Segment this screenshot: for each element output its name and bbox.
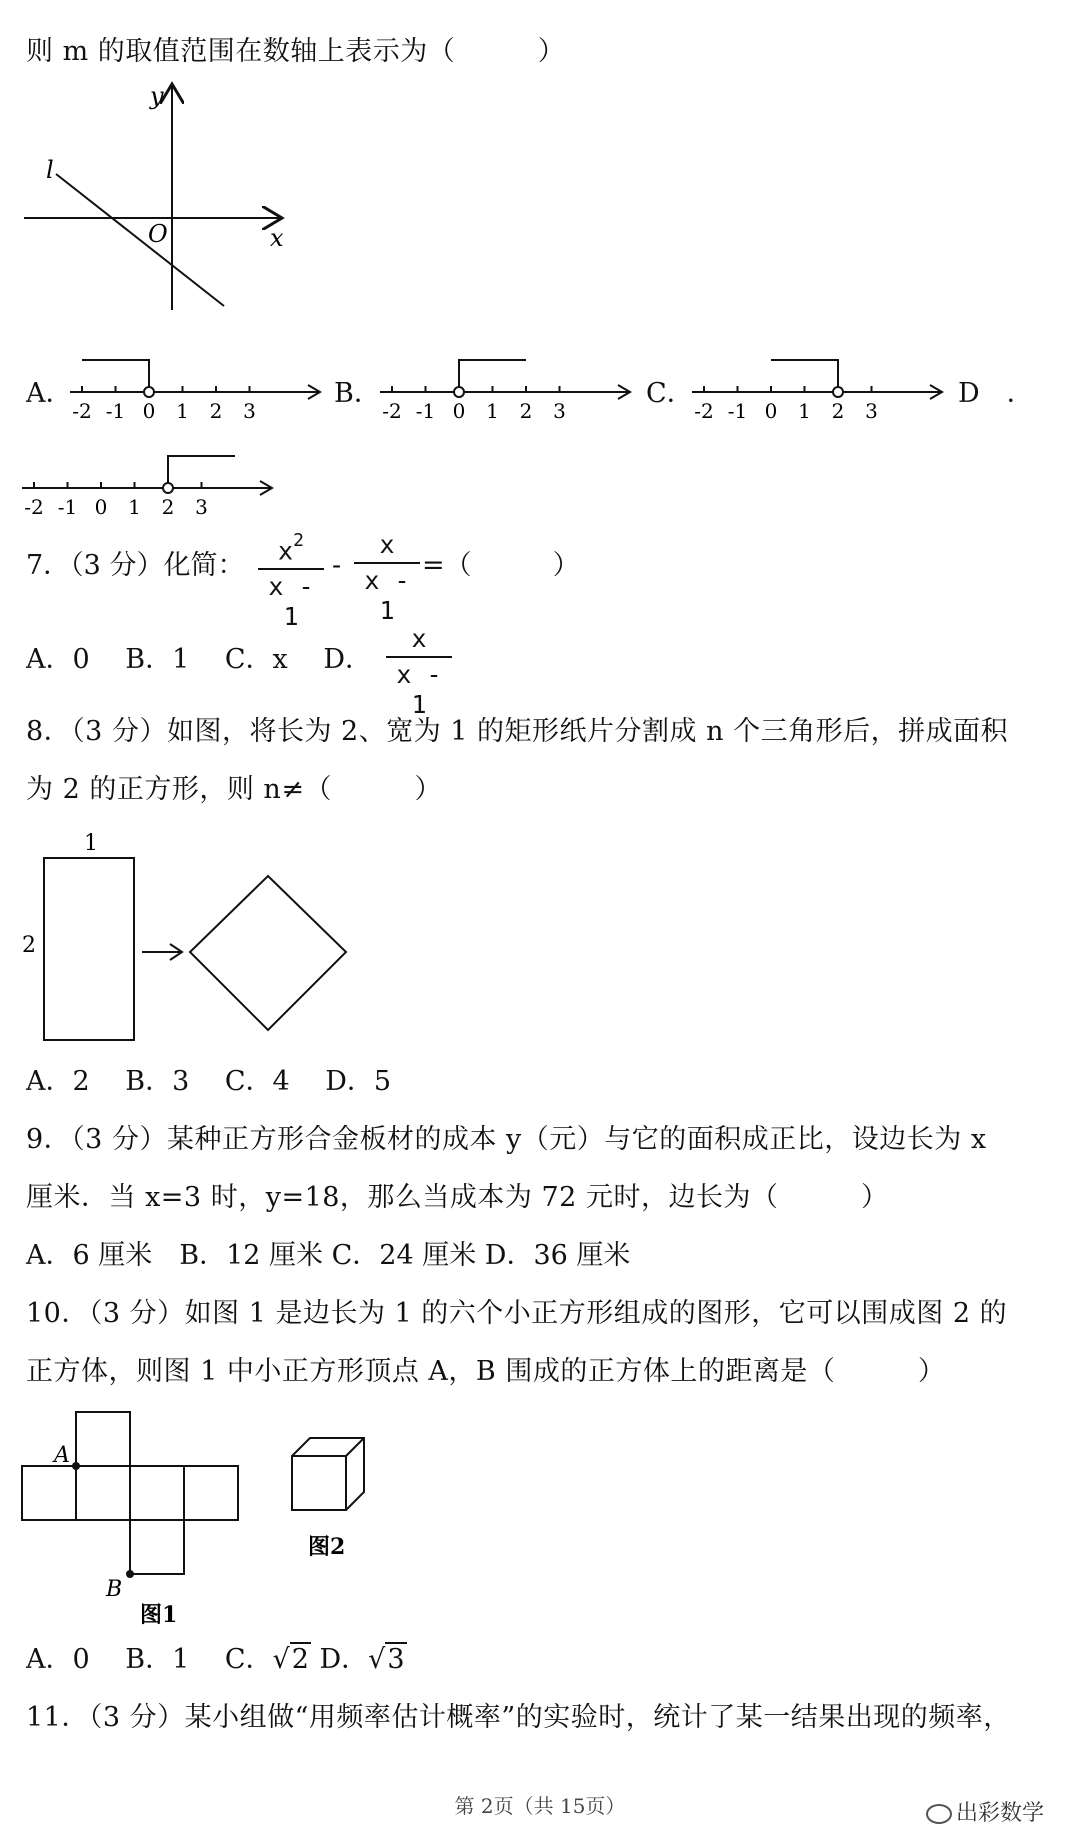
label-b: B: [106, 1577, 123, 1602]
q8-line-1: 8．（3 分）如图，将长为 2、宽为 1 的矩形纸片分割成 n 个三角形后，拼成面积: [26, 716, 1009, 747]
tick-label: -1: [727, 399, 748, 420]
rectangle: [44, 858, 134, 1040]
q10-options-prefix: A．0 B．1 C．: [26, 1644, 273, 1675]
q6-option-a-letter: A．: [26, 378, 73, 409]
q10-sqrt2: 2: [291, 1644, 309, 1675]
tick-label: -2: [694, 399, 714, 420]
tick-label: 3: [195, 495, 208, 516]
tick-label: 1: [798, 399, 811, 420]
open-circle-point: [833, 387, 843, 397]
q8-options: A．2 B．3 C．4 D．5: [26, 1066, 392, 1097]
q6-option-d-letter: D ．: [958, 378, 1034, 409]
q7-fraction-1: [258, 530, 324, 632]
watermark-text: 出彩数学: [955, 1801, 1044, 1826]
tick-label: 2: [831, 399, 845, 420]
tick-label: 0: [142, 399, 156, 420]
tick-label: 0: [452, 399, 466, 420]
q9-options: A．6 厘米 B．12 厘米 C．24 厘米 D．36 厘米: [26, 1240, 631, 1271]
tick-label: 0: [94, 495, 108, 516]
tick-label: -2: [382, 399, 402, 420]
sqrt-icon: √: [368, 1644, 386, 1675]
q6-option-c-letter: C．: [646, 378, 694, 409]
q7-prefix: 7．（3 分）化简：: [26, 550, 245, 581]
q7-options: A．0 B．1 C．x D．: [26, 644, 372, 675]
watermark: [926, 1796, 1044, 1827]
rect-width-label: 1: [84, 831, 98, 856]
q10-figures: [18, 1404, 398, 1634]
tick-label: -2: [72, 399, 92, 420]
q7-frac2-den: x - 1: [364, 566, 410, 625]
q9-line-1: 9．（3 分）某种正方形合金板材的成本 y（元）与它的面积成正比，设边长为 x: [26, 1124, 987, 1155]
open-circle-point: [163, 483, 173, 493]
line-label: l: [46, 156, 54, 184]
q7-frac2-num: x: [379, 530, 395, 559]
tick-label: 2: [209, 399, 223, 420]
q7-frac1-exp: 2: [293, 530, 304, 551]
x-label: x: [270, 224, 284, 252]
rect-height-label: 2: [22, 933, 36, 958]
q7-suffix: =（ ）: [422, 550, 580, 581]
q6-stem-tail: 则 m 的取值范围在数轴上表示为（ ）: [26, 36, 566, 67]
q9-line-2: 厘米．当 x=3 时，y=18，那么当成本为 72 元时，边长为（ ）: [26, 1182, 889, 1213]
q10-sqrt3: 3: [387, 1644, 405, 1675]
q6-option-b-number-line: [380, 330, 650, 420]
q7-option-d-fraction: [386, 624, 452, 720]
wechat-icon: [926, 1804, 952, 1824]
q7-optd-den: x - 1: [396, 660, 442, 719]
tick-label: 3: [553, 399, 566, 420]
q7-frac1-num: x: [278, 536, 294, 566]
q8-line-2: 为 2 的正方形，则 n≠（ ）: [26, 774, 442, 805]
line-l: [56, 174, 224, 306]
q7-frac1-den: x - 1: [268, 572, 314, 632]
q6-coordinate-graph: [20, 78, 290, 318]
tick-label: -1: [415, 399, 436, 420]
tick-label: 1: [486, 399, 499, 420]
square-diamond: [190, 876, 346, 1030]
tick-label: -1: [57, 495, 78, 516]
solution-ray: [168, 456, 235, 483]
q10-line-1: 10．（3 分）如图 1 是边长为 1 的六个小正方形组成的图形，它可以围成图 2 的: [26, 1298, 1008, 1329]
q6-option-d-number-line: [22, 426, 292, 516]
q8-figure: [18, 822, 358, 1042]
tick-label: -2: [24, 495, 44, 516]
page-footer: 第 2页（共 15页）: [454, 1794, 626, 1818]
tick-label: 2: [161, 495, 175, 516]
origin-label: O: [148, 220, 168, 248]
q6-option-c-number-line: [692, 330, 962, 420]
fig2-caption: 图2: [308, 1534, 346, 1560]
open-circle-point: [144, 387, 154, 397]
q6-option-b-letter: B．: [334, 378, 381, 409]
y-label: y: [150, 82, 164, 110]
tick-label: 3: [243, 399, 256, 420]
solution-ray: [771, 360, 838, 387]
solution-ray: [459, 360, 526, 387]
q10-line-2: 正方体，则图 1 中小正方形顶点 A，B 围成的正方体上的距离是（ ）: [26, 1356, 946, 1387]
point-a: [72, 1462, 80, 1470]
tick-label: 1: [176, 399, 189, 420]
open-circle-point: [454, 387, 464, 397]
q7-fraction-2: [354, 530, 420, 626]
q10-optd: D．: [310, 1644, 369, 1675]
tick-label: 1: [128, 495, 141, 516]
tick-label: 0: [764, 399, 778, 420]
point-b: [126, 1570, 134, 1578]
tick-label: -1: [105, 399, 126, 420]
fig1-caption: 图1: [140, 1602, 178, 1628]
solution-ray: [82, 360, 149, 387]
q10-options: [26, 1644, 407, 1676]
q11-line-1: 11．（3 分）某小组做“用频率估计概率”的实验时，统计了某一结果出现的频率，: [26, 1702, 1011, 1733]
q6-option-a-number-line: [70, 330, 340, 420]
tick-label: 2: [519, 399, 533, 420]
label-a: A: [54, 1443, 70, 1468]
tick-label: 3: [865, 399, 878, 420]
q7-minus: -: [332, 550, 342, 581]
sqrt-icon: √: [272, 1644, 290, 1675]
q7-optd-num: x: [411, 624, 427, 653]
